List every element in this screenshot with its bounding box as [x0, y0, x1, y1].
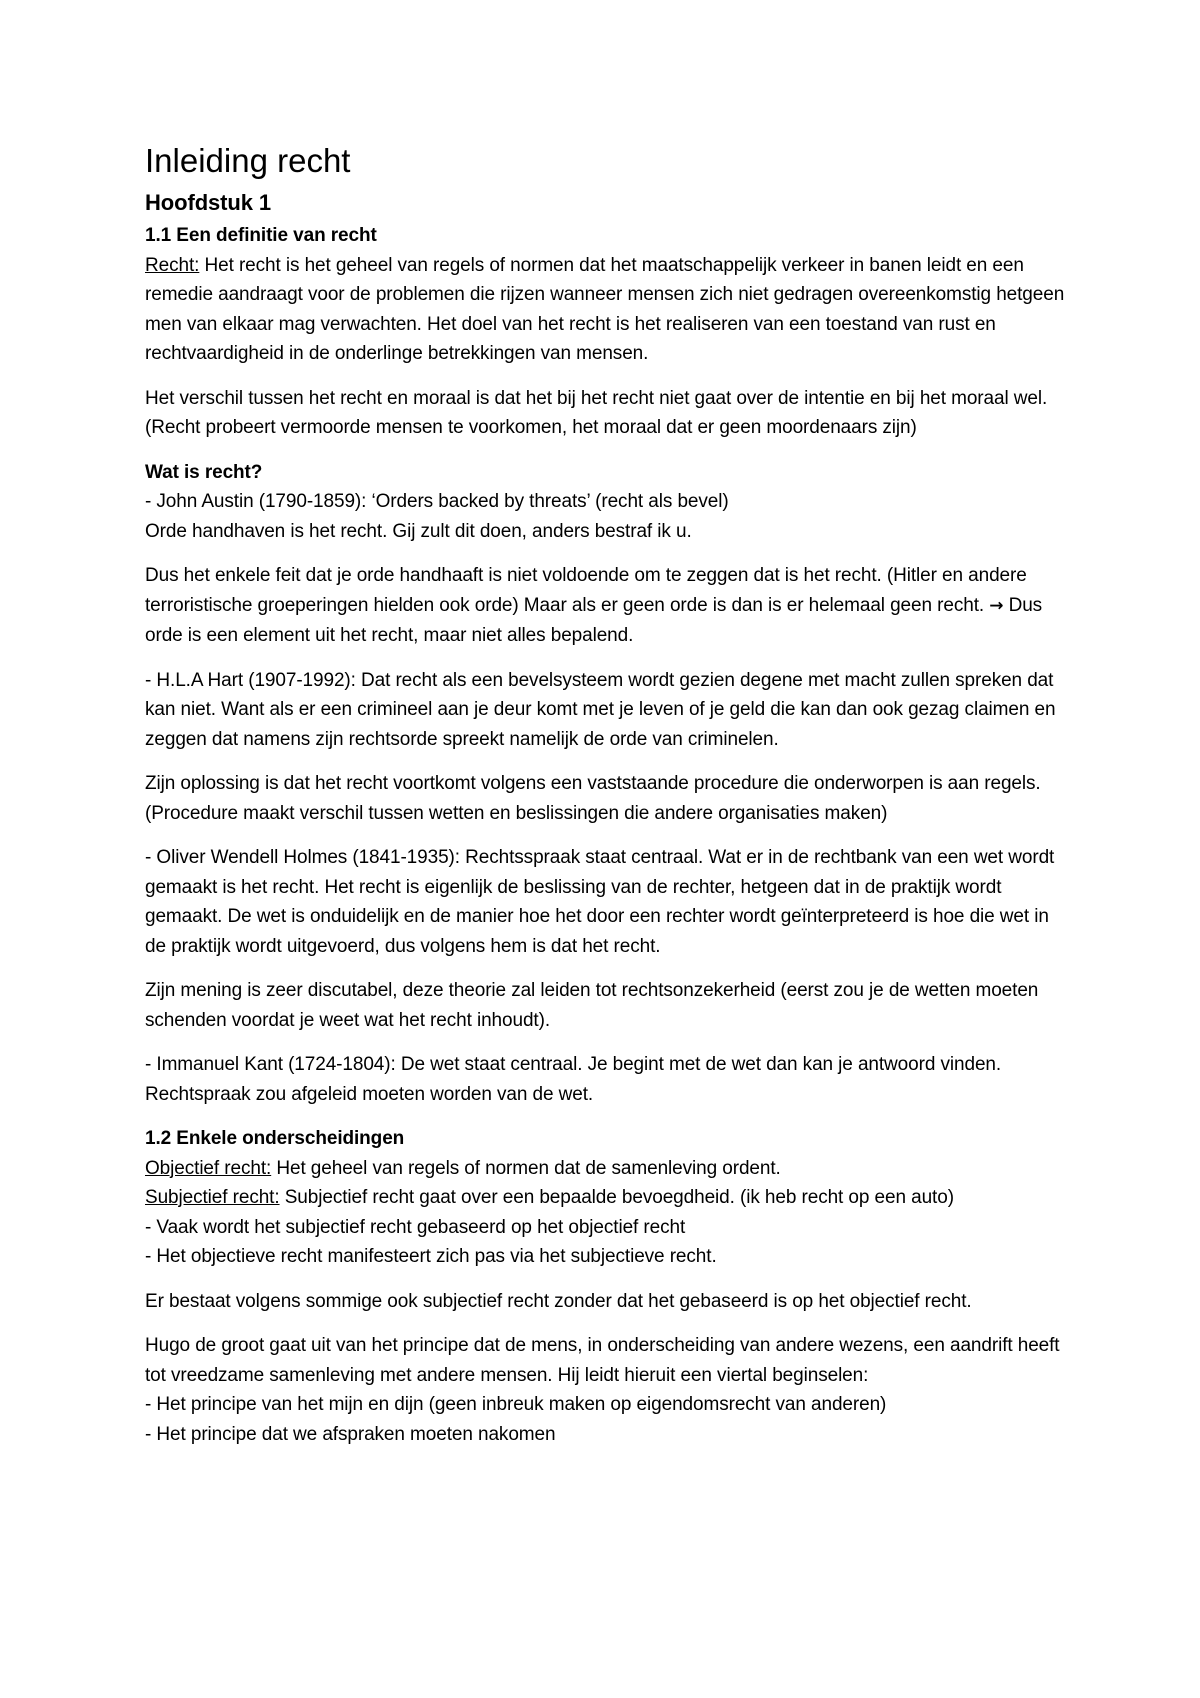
hart-paragraph: - H.L.A Hart (1907-1992): Dat recht als een bevelsysteem wordt gezien degene met macht zullen spreken dat kan niet. Want als er een crimineel aan je deur komt met je leven of je geld die kan dan ook gezag claimen en zeggen dat namens zijn rechtsorde spreekt namelijk de orde van criminelen.: [145, 669, 1056, 750]
objectief-text: Het geheel van regels of normen dat de samenleving ordent.: [271, 1157, 781, 1179]
section-1-2-heading: 1.2 Enkele onderscheidingen: [145, 1128, 405, 1149]
austin-paragraph: [145, 487, 1065, 546]
holmes-paragraph: - Oliver Wendell Holmes (1841-1935): Rechtsspraak staat centraal. Wat er in de rechtbank van een wet wordt gemaakt is het recht. Het recht is eigenlijk de beslissing van de rechter, hetgeen dat in de praktijk wordt gemaakt. De wet is onduidelijk en de manier hoe het door een rechter wordt geïnterpreteerd is hoe die wet in de praktijk wordt uitgevoerd, dus volgens hem is dat het recht.: [145, 847, 1055, 957]
definition-term: Recht:: [145, 254, 200, 276]
hart-oplossing-paragraph: Zijn oplossing is dat het recht voortkomt volgens een vaststaande procedure die onderworpen is aan regels. (Procedure maakt verschil tussen wetten en beslissingen die andere organisaties maken): [145, 773, 1041, 824]
holmes-mening-paragraph: Zijn mening is zeer discutabel, deze theorie zal leiden tot rechtsonzekerheid (eerst zou je de wetten moeten schenden voordat je weet wat het recht inhoudt).: [145, 980, 1039, 1031]
document-page: [145, 140, 1065, 1449]
definition-text: Het recht is het geheel van regels of normen dat het maatschappelijk verkeer in banen leidt en een remedie aandraagt voor de problemen die rijzen wanneer mensen zich niet gedragen overeenkomstig hetgeen men van elkaar mag verwachten. Het doel van het recht is het realiseren van een toestand van rust en rechtvaardigheid in de onderlinge betrekkingen van mensen.: [145, 254, 1065, 364]
hugo-paragraph: Hugo de groot gaat uit van het principe dat de mens, in onderscheiding van andere wezens, een aandrift heeft tot vreedzame samenleving met andere mensen. Hij leidt hieruit een viertal beginselen:: [145, 1335, 1060, 1386]
sommige-paragraph: Er bestaat volgens sommige ook subjectief recht zonder dat het gebaseerd is op het objectief recht.: [145, 1290, 972, 1312]
definition-paragraph: [145, 251, 1065, 369]
objectief-term: Objectief recht:: [145, 1157, 272, 1179]
document-title: Inleiding recht: [145, 142, 351, 179]
orde-text-a: Dus het enkele feit dat je orde handhaaft is niet voldoende om te zeggen dat is het recht. (Hitler en andere terroristische groeperingen hielden ook orde) Maar als er geen orde is dan is er helemaal geen recht.: [145, 565, 1027, 616]
wat-is-recht-heading: Wat is recht?: [145, 461, 263, 483]
onderscheidingen-paragraph: [145, 1154, 1065, 1272]
list-item: - Vaak wordt het subjectief recht gebaseerd op het objectief recht: [145, 1216, 686, 1238]
subjectief-term: Subjectief recht:: [145, 1187, 280, 1208]
chapter-heading: Hoofdstuk 1: [145, 190, 272, 215]
hugo-list: [145, 1390, 1065, 1449]
list-item: - Het principe van het mijn en dijn (geen inbreuk maken op eigendomsrecht van anderen): [145, 1394, 887, 1415]
list-item: - Het principe dat we afspraken moeten nakomen: [145, 1423, 556, 1445]
section-1-1-heading: 1.1 Een definitie van recht: [145, 225, 377, 246]
austin-line: - John Austin (1790-1859): ‘Orders backed by threats’ (recht als bevel): [145, 491, 729, 512]
orde-text-b: Dus orde is een element uit het recht, maar niet alles bepalend.: [145, 594, 1043, 646]
right-arrow-icon: →: [989, 595, 1004, 616]
subjectief-text: Subjectief recht gaat over een bepaalde bevoegdheid. (ik heb recht op een auto): [279, 1187, 954, 1208]
objectief-line: [145, 1154, 1065, 1184]
moraal-paragraph: Het verschil tussen het recht en moraal is dat het bij het recht niet gaat over de intentie en bij het moraal wel. (Recht probeert vermoorde mensen te voorkomen, het moraal dat er geen moordenaars zijn): [145, 387, 1048, 438]
orde-paragraph: [145, 561, 1065, 651]
kant-paragraph: - Immanuel Kant (1724-1804): De wet staat centraal. Je begint met de wet dan kan je antwoord vinden. Rechtspraak zou afgeleid moeten worden van de wet.: [145, 1054, 1002, 1105]
list-item: - Het objectieve recht manifesteert zich pas via het subjectieve recht.: [145, 1246, 717, 1267]
austin-explanation: Orde handhaven is het recht. Gij zult dit doen, anders bestraf ik u.: [145, 520, 692, 542]
subjectief-line: [145, 1183, 1065, 1213]
